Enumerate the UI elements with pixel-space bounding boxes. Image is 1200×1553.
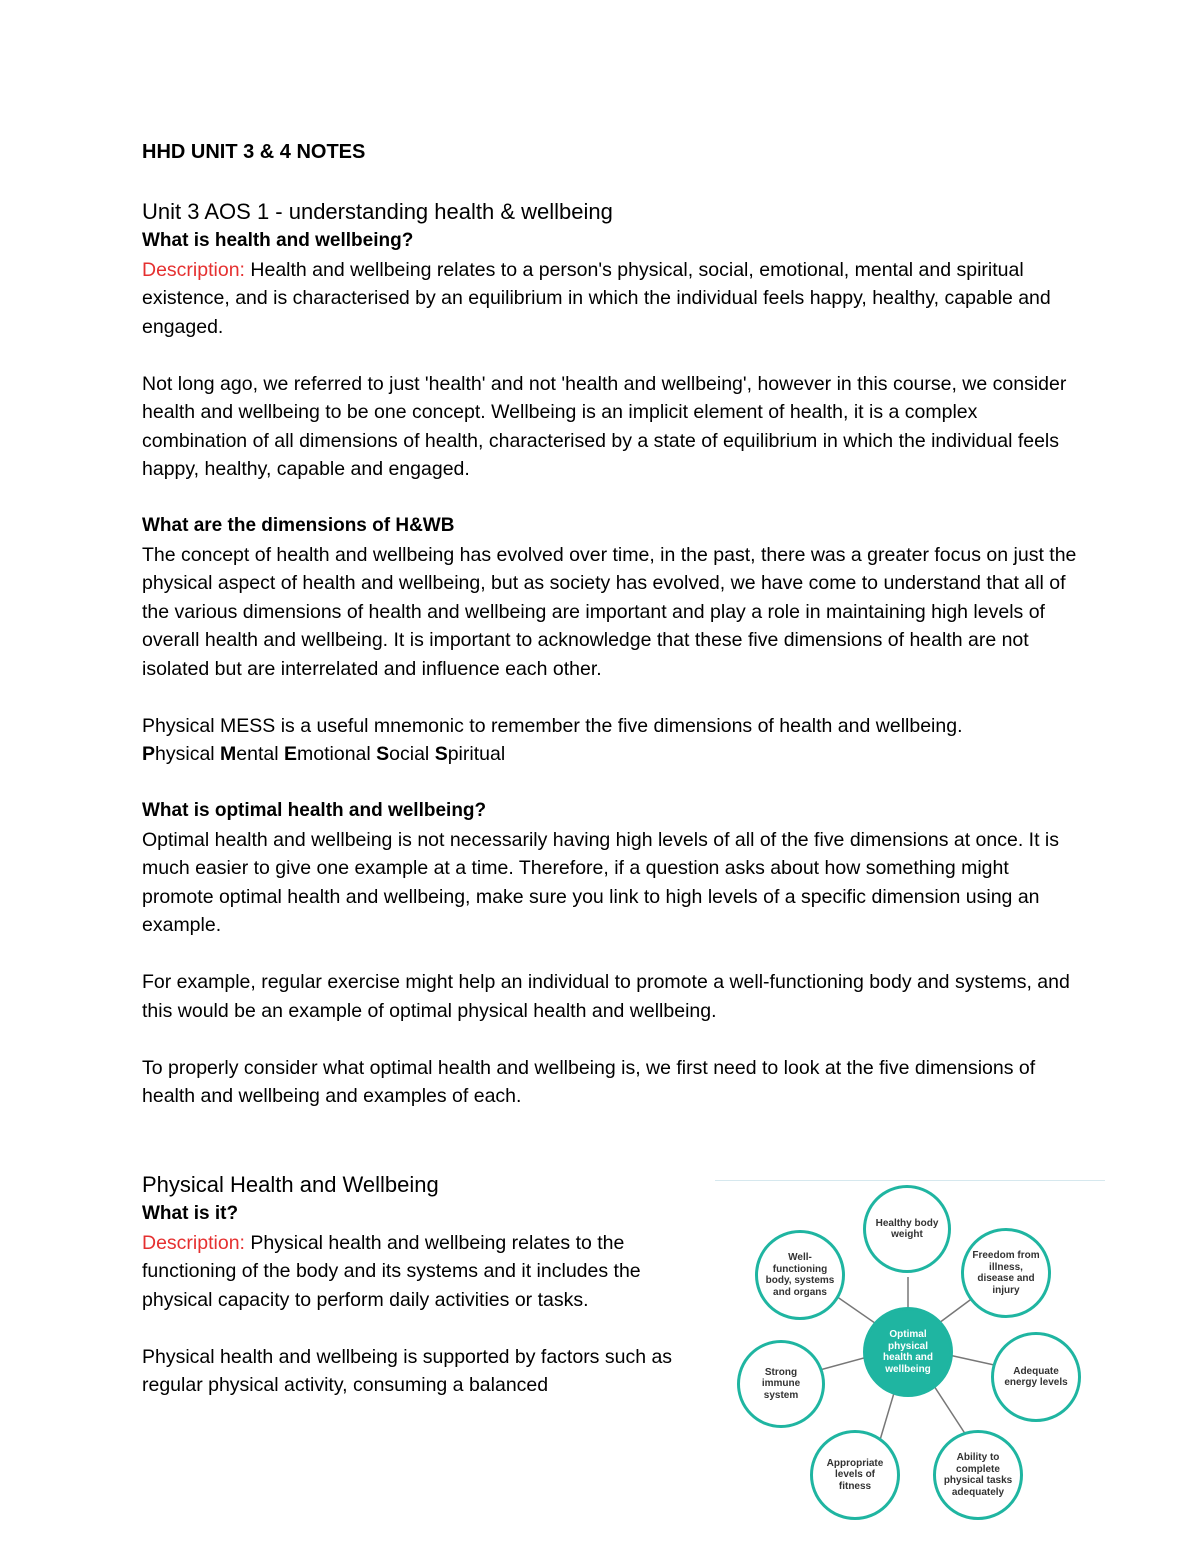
mnemonic-initial: S	[376, 743, 390, 765]
mnemonic-initial: S	[434, 743, 448, 765]
mnemonic-line	[142, 740, 1082, 769]
physical-health-diagram	[715, 1180, 1105, 1525]
mnemonic-rest: ocial	[389, 743, 435, 765]
section-physical-health	[142, 1170, 702, 1400]
description-label: Description:	[142, 258, 245, 281]
mnemonic-initial: E	[284, 743, 298, 765]
diagram-node: Strong immune system	[737, 1340, 825, 1428]
paragraph-consider: To properly consider what optimal health and wellbeing is, we first need to look at the five dimensions of health and wellbeing and examples of each.	[142, 1056, 1036, 1107]
mnemonic-rest: motional	[297, 743, 377, 765]
paragraph-optimal: Optimal health and wellbeing is not necessarily having high levels of all of the five dimensions at once. It is much easier to give one example at a time. Therefore, if a question asks about how something might promote optimal health and wellbeing, make sure you link to high levels of a specific dimension using an example.	[142, 828, 1060, 936]
paragraph-mnemonic: Physical MESS is a useful mnemonic to remember the five dimensions of health and wellbeing.	[142, 714, 963, 737]
mnemonic-initial: P	[142, 743, 156, 765]
diagram-node: Healthy body weight	[863, 1185, 951, 1273]
description-text: Physical health and wellbeing relates to the functioning of the body and its systems and it includes the physical capacity to perform daily activities or tasks.	[142, 1231, 641, 1311]
paragraph-dimensions: The concept of health and wellbeing has evolved over time, in the past, there was a greater focus on just the physical aspect of health and wellbeing, but as society has evolved, we have come to understand that all of the various dimensions of health and wellbeing are important and play a role in maintaining high levels of overall health and wellbeing. It is important to acknowledge that these five dimensions of health are not isolated but are interrelated and influence each other.	[142, 543, 1077, 680]
description-text: Health and wellbeing relates to a person's physical, social, emotional, mental and spiritual existence, and is characterised by an equilibrium in which the individual feels happy, healthy, capable and engaged.	[142, 258, 1051, 338]
document-title: HHD UNIT 3 & 4 NOTES	[142, 141, 366, 163]
mnemonic-rest: ental	[236, 743, 284, 765]
section-heading: Physical Health and Wellbeing	[142, 1172, 439, 1197]
diagram-node: Ability to complete physical tasks adequately	[933, 1430, 1023, 1520]
description-label: Description:	[142, 1231, 245, 1254]
diagram-node: Adequate energy levels	[991, 1332, 1081, 1422]
description-paragraph	[142, 1229, 702, 1315]
question-heading-optimal: What is optimal health and wellbeing?	[142, 800, 487, 821]
question-heading-health-wellbeing: What is health and wellbeing?	[142, 230, 414, 251]
diagram-node: Well-functioning body, systems and organs	[755, 1230, 845, 1320]
description-paragraph	[142, 256, 1082, 342]
question-heading-dimensions: What are the dimensions of H&WB	[142, 515, 455, 536]
section-heading: Unit 3 AOS 1 - understanding health & wellbeing	[142, 199, 613, 224]
diagram-center-node: Optimal physical health and wellbeing	[863, 1307, 953, 1397]
paragraph-example: For example, regular exercise might help an individual to promote a well-functioning body and systems, and this would be an example of optimal physical health and wellbeing.	[142, 971, 1070, 1022]
section-understanding-health	[142, 197, 1082, 1111]
paragraph-physical-factors: Physical health and wellbeing is supported by factors such as regular physical activity, consuming a balanced	[142, 1345, 673, 1396]
question-heading-what-is-it: What is it?	[142, 1203, 239, 1224]
diagram-node: Freedom from illness, disease and injury	[961, 1228, 1051, 1318]
mnemonic-initial: M	[220, 743, 237, 765]
mnemonic-rest: piritual	[447, 743, 506, 765]
diagram-node: Appropriate levels of fitness	[810, 1430, 900, 1520]
paragraph-health-concept: Not long ago, we referred to just 'health' and not 'health and wellbeing', however in this course, we consider health and wellbeing to be one concept. Wellbeing is an implicit element of health, it is a complex combination of all dimensions of health, characterised by a state of equilibrium in which the individual feels happy, healthy, capable and engaged.	[142, 372, 1067, 480]
mnemonic-rest: hysical	[155, 743, 221, 765]
